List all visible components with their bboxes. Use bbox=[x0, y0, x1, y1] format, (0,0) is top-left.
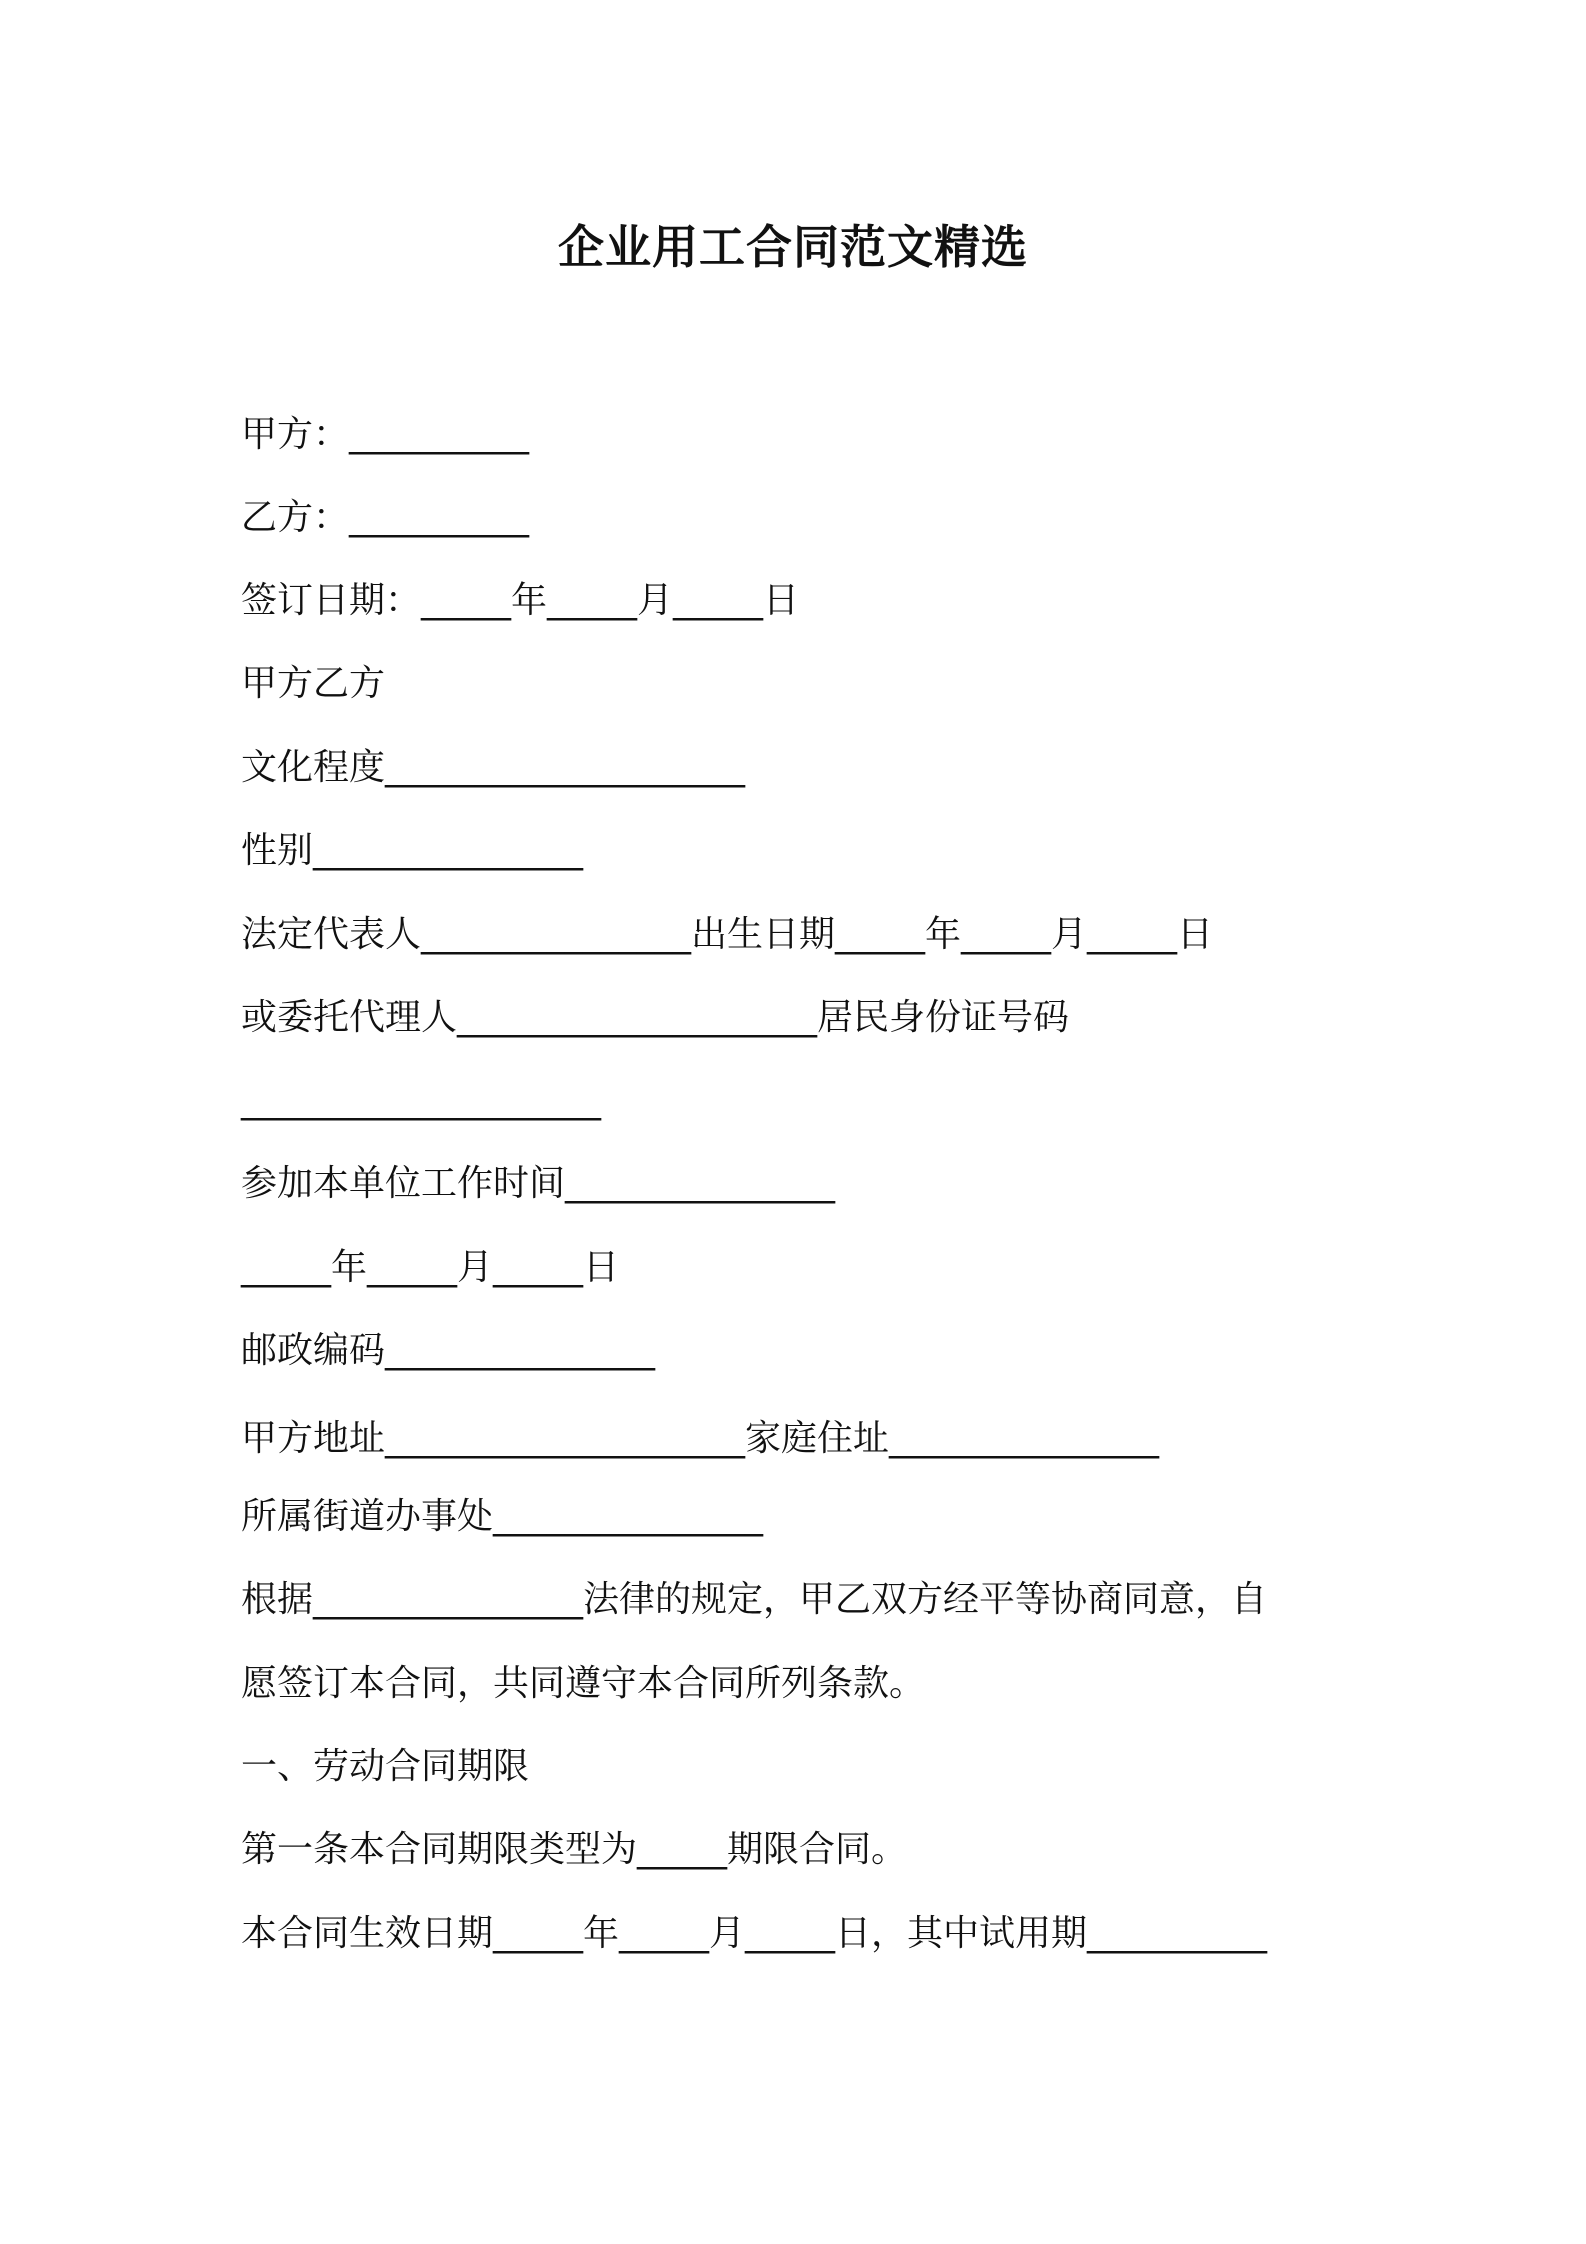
legal-basis-line-2: 愿签订本合同，共同遵守本合同所列条款。 bbox=[241, 1663, 926, 1704]
subdistrict-office-line: 所属街道办事处_______________ bbox=[241, 1496, 764, 1537]
gender-line: 性别_______________ bbox=[241, 830, 584, 871]
sign-date-line: 签订日期：_____年_____月_____日 bbox=[241, 580, 800, 621]
article-one-line: 第一条本合同期限类型为_____期限合同。 bbox=[241, 1829, 908, 1870]
document-title: 企业用工合同范文精选 bbox=[558, 220, 1028, 274]
work-start-line: 参加本单位工作时间_______________ bbox=[241, 1163, 836, 1204]
section-one-heading: 一、劳动合同期限 bbox=[241, 1746, 530, 1787]
address-line: 甲方地址____________________家庭住址_______________ bbox=[241, 1418, 1160, 1459]
postal-code-line: 邮政编码_______________ bbox=[241, 1330, 656, 1371]
parties-heading: 甲方乙方 bbox=[241, 663, 386, 704]
agent-id-line: 或委托代理人____________________居民身份证号码 bbox=[241, 997, 1070, 1038]
id-number-blank-line: ____________________ bbox=[241, 1080, 601, 1121]
effective-date-line: 本合同生效日期_____年_____月_____日，其中试用期__________ bbox=[241, 1913, 1268, 1954]
party-a-line: 甲方：__________ bbox=[241, 414, 530, 455]
work-start-date-line: _____年_____月_____日 bbox=[241, 1247, 619, 1288]
legal-basis-line-1: 根据_______________法律的规定，甲乙双方经平等协商同意，自 bbox=[241, 1579, 1268, 1620]
legal-representative-line: 法定代表人_______________出生日期_____年_____月_____日 bbox=[241, 914, 1214, 955]
party-b-line: 乙方：__________ bbox=[241, 497, 530, 538]
education-line: 文化程度____________________ bbox=[241, 747, 746, 788]
